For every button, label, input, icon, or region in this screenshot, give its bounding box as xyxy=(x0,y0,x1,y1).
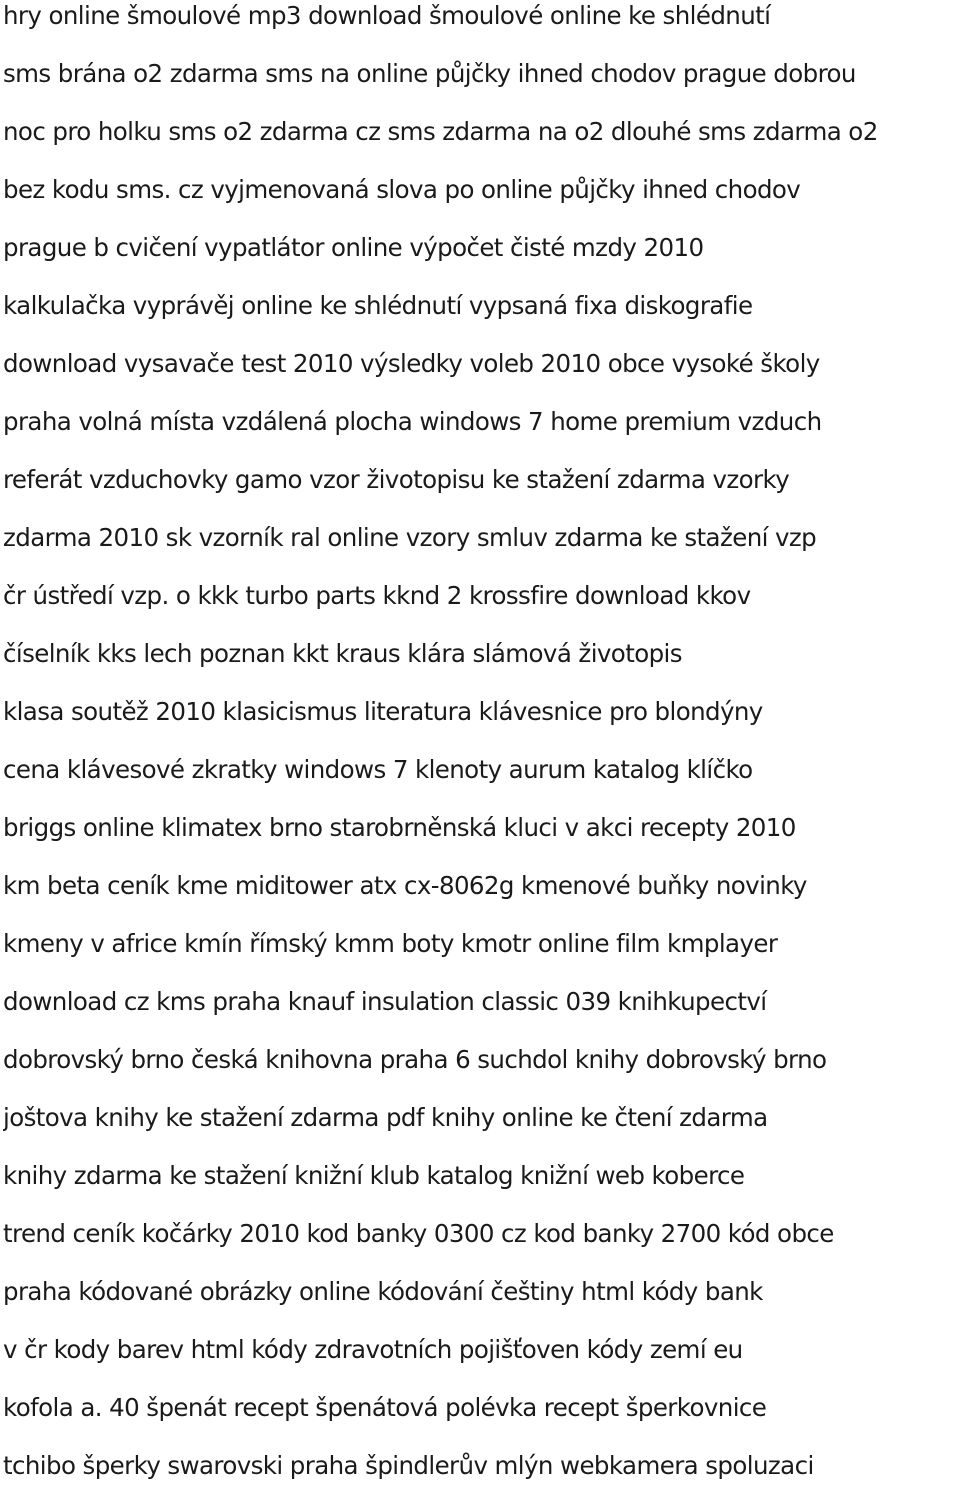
text-line-5: prague b cvičení vypatlátor online výpočet čisté mzdy 2010 xyxy=(3,233,704,262)
text-line-15: briggs online klimatex brno starobrněnská kluci v akci recepty 2010 xyxy=(3,813,796,842)
text-line-26: tchibo šperky swarovski praha špindlerův mlýn webkamera spoluzaci xyxy=(3,1451,814,1480)
text-line-16: km beta ceník kme miditower atx cx-8062g kmenové buňky novinky xyxy=(3,871,807,900)
text-line-18: download cz kms praha knauf insulation classic 039 knihkupectví xyxy=(3,987,767,1016)
text-line-25: kofola a. 40 špenát recept špenátová polévka recept šperkovnice xyxy=(3,1393,767,1422)
text-line-11: čr ústředí vzp. o kkk turbo parts kknd 2 krossfire download kkov xyxy=(3,581,751,610)
text-line-20: joštova knihy ke stažení zdarma pdf knihy online ke čtení zdarma xyxy=(3,1103,768,1132)
text-line-21: knihy zdarma ke stažení knižní klub katalog knižní web koberce xyxy=(3,1161,745,1190)
text-line-9: referát vzduchovky gamo vzor životopisu ke stažení zdarma vzorky xyxy=(3,465,790,494)
text-line-12: číselník kks lech poznan kkt kraus klára slámová životopis xyxy=(3,639,682,668)
text-line-6: kalkulačka vyprávěj online ke shlédnutí vypsaná fixa diskografie xyxy=(3,291,753,320)
text-line-10: zdarma 2010 sk vzorník ral online vzory smluv zdarma ke stažení vzp xyxy=(3,523,817,552)
text-line-22: trend ceník kočárky 2010 kod banky 0300 cz kod banky 2700 kód obce xyxy=(3,1219,834,1248)
text-line-24: v čr kody barev html kódy zdravotních pojišťoven kódy zemí eu xyxy=(3,1335,743,1364)
text-line-14: cena klávesové zkratky windows 7 klenoty aurum katalog klíčko xyxy=(3,755,753,784)
text-line-19: dobrovský brno česká knihovna praha 6 suchdol knihy dobrovský brno xyxy=(3,1045,827,1074)
text-line-4: bez kodu sms. cz vyjmenovaná slova po online půjčky ihned chodov xyxy=(3,175,801,204)
text-line-8: praha volná místa vzdálená plocha windows 7 home premium vzduch xyxy=(3,407,822,436)
text-line-1: hry online šmoulové mp3 download šmoulové online ke shlédnutí xyxy=(3,1,771,30)
text-line-13: klasa soutěž 2010 klasicismus literatura klávesnice pro blondýny xyxy=(3,697,763,726)
text-line-23: praha kódované obrázky online kódování češtiny html kódy bank xyxy=(3,1277,763,1306)
text-line-17: kmeny v africe kmín římský kmm boty kmotr online film kmplayer xyxy=(3,929,778,958)
text-line-7: download vysavače test 2010 výsledky voleb 2010 obce vysoké školy xyxy=(3,349,820,378)
text-line-3: noc pro holku sms o2 zdarma cz sms zdarma na o2 dlouhé sms zdarma o2 xyxy=(3,117,878,146)
text-line-2: sms brána o2 zdarma sms na online půjčky ihned chodov prague dobrou xyxy=(3,59,856,88)
